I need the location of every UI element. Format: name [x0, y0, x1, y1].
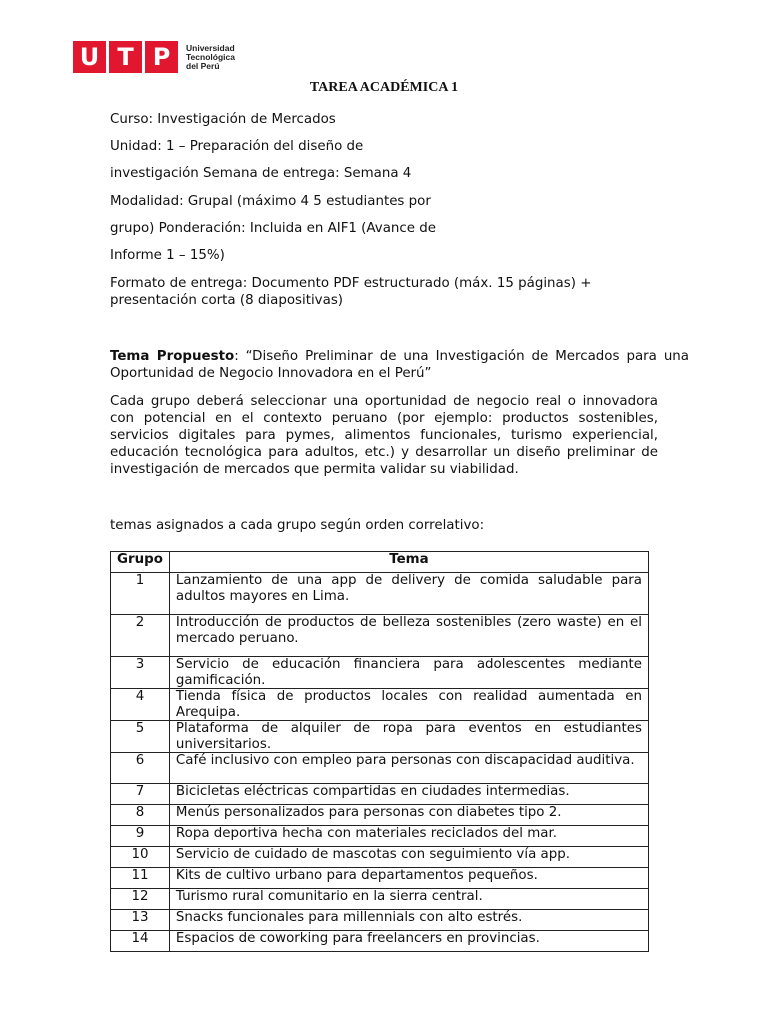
logo-letter-u: U [73, 41, 106, 73]
group-topic: Kits de cultivo urbano para departamentos pequeños. [169, 868, 648, 889]
unit-line: Unidad: 1 – Preparación del diseño de [110, 139, 364, 154]
table-row [111, 805, 649, 826]
utp-logo [73, 41, 235, 73]
table-row [111, 721, 649, 753]
group-number: 2 [111, 615, 170, 657]
group-topic: Servicio de cuidado de mascotas con seguimiento vía app. [169, 847, 648, 868]
group-topic: Menús personalizados para personas con diabetes tipo 2. [169, 805, 648, 826]
table-row [111, 847, 649, 868]
header-tema: Tema [169, 552, 648, 573]
group-number: 12 [111, 889, 170, 910]
group-topic: Introducción de productos de belleza sostenibles (zero waste) en el mercado peruano. [169, 615, 648, 657]
table-row [111, 868, 649, 889]
group-topic: Espacios de coworking para freelancers en provincias. [169, 931, 648, 952]
format-line-1: Formato de entrega: Documento PDF estructurado (máx. 15 páginas) + [110, 276, 592, 291]
proposed-topic-text: : “Diseño Preliminar de una Investigación de Mercados para una Oportunidad de Negocio Innovadora en el Perú” [110, 349, 689, 381]
group-number: 8 [111, 805, 170, 826]
group-topic: Turismo rural comunitario en la sierra central. [169, 889, 648, 910]
week-line: investigación Semana de entrega: Semana 4 [110, 166, 412, 181]
format-line-2: presentación corta (8 diapositivas) [110, 293, 344, 308]
weight-line: grupo) Ponderación: Incluida en AIF1 (Avance de [110, 221, 436, 236]
group-topic: Tienda física de productos locales con realidad aumentada en Arequipa. [169, 689, 648, 721]
logo-letter-t: T [109, 41, 142, 73]
instructions-paragraph: Cada grupo deberá seleccionar una oportunidad de negocio real o innovadora con potencial en el contexto peruano (por ejemplo: productos sostenibles, servicios digitales para pymes, alimentos funcionales, turismo experiencial, educación tecnológica para adultos, etc.) y desarrollar un diseño preliminar de investigación de mercados que permita validar su viabilidad. [110, 394, 658, 477]
group-topic: Café inclusivo con empleo para personas con discapacidad auditiva. [169, 753, 648, 784]
group-number: 5 [111, 721, 170, 753]
group-topic: Snacks funcionales para millennials con alto estrés. [169, 910, 648, 931]
table-row [111, 689, 649, 721]
table-row [111, 826, 649, 847]
header-grupo: Grupo [111, 552, 170, 573]
group-number: 6 [111, 753, 170, 784]
group-number: 13 [111, 910, 170, 931]
logo-institution-name [186, 44, 235, 71]
table-row [111, 889, 649, 910]
table-row [111, 657, 649, 689]
table-row [111, 753, 649, 784]
group-topic: Lanzamiento de una app de delivery de comida saludable para adultos mayores en Lima. [169, 573, 648, 615]
table-header-row [111, 552, 649, 573]
logo-name-line-2: Tecnológica [186, 51, 235, 62]
table-row [111, 615, 649, 657]
modality-line: Modalidad: Grupal (máximo 4 5 estudiantes por [110, 194, 431, 209]
assigned-topics-intro: temas asignados a cada grupo según orden correlativo: [110, 518, 485, 533]
group-number: 3 [111, 657, 170, 689]
course-line: Curso: Investigación de Mercados [110, 112, 336, 127]
group-number: 11 [111, 868, 170, 889]
group-number: 7 [111, 784, 170, 805]
group-topic: Plataforma de alquiler de ropa para eventos en estudiantes universitarios. [169, 721, 648, 753]
table-row [111, 910, 649, 931]
logo-letter-p: P [145, 41, 178, 73]
table-row [111, 784, 649, 805]
group-number: 4 [111, 689, 170, 721]
group-number: 10 [111, 847, 170, 868]
group-topic: Servicio de educación financiera para adolescentes mediante gamificación. [169, 657, 648, 689]
table-row [111, 573, 649, 615]
group-number: 9 [111, 826, 170, 847]
group-number: 14 [111, 931, 170, 952]
logo-name-line-1: Universidad [186, 42, 235, 53]
group-topic: Ropa deportiva hecha con materiales reciclados del mar. [169, 826, 648, 847]
group-topic: Bicicletas eléctricas compartidas en ciudades intermedias. [169, 784, 648, 805]
topics-table [110, 551, 649, 952]
proposed-topic-label: Tema Propuesto [110, 349, 235, 364]
report-line: Informe 1 – 15%) [110, 248, 225, 263]
table-row [111, 931, 649, 952]
document-title: TAREA ACADÉMICA 1 [309, 80, 459, 95]
group-number: 1 [111, 573, 170, 615]
proposed-topic [110, 348, 689, 382]
logo-name-line-3: del Perú [186, 60, 220, 71]
